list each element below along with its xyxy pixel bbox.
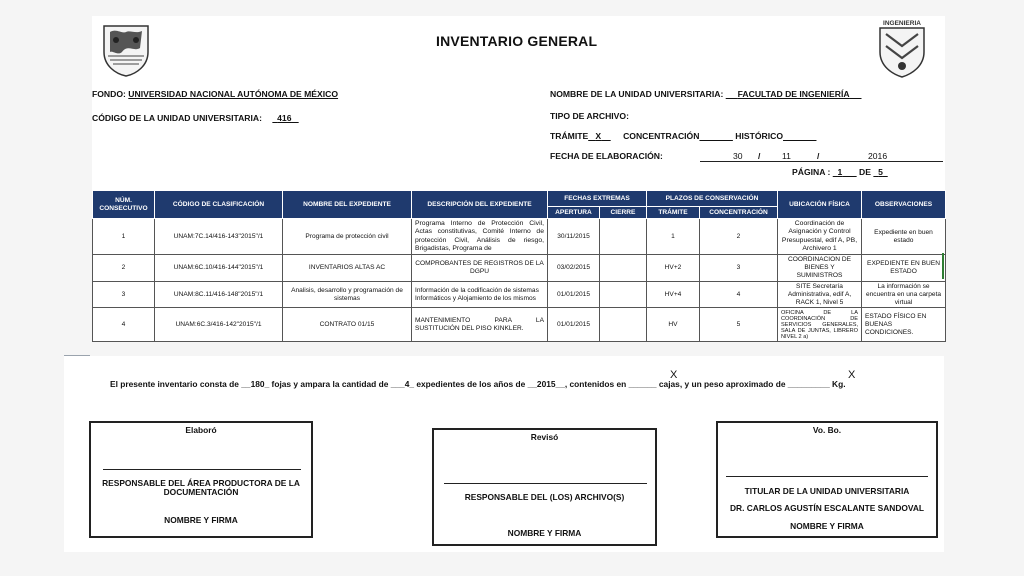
unam-shield-icon (100, 22, 152, 78)
fecha-sep-1: / (758, 151, 761, 161)
cell-num: 2 (93, 255, 155, 282)
table-row (93, 281, 946, 308)
cell-observaciones: Expediente en buen estado (862, 219, 946, 255)
tipo-archivo-label: TIPO DE ARCHIVO: (550, 111, 629, 121)
inventory-summary (110, 379, 846, 389)
fondo-field (92, 89, 338, 99)
reviso-sign-label: NOMBRE Y FIRMA (507, 528, 582, 538)
cell-ubicacion: COORDINACION DE BIENES Y SUMINISTROS (778, 255, 862, 282)
tramite-label: TRÁMITE (550, 131, 589, 141)
codigo-unidad-value: 416 (277, 113, 292, 123)
vobo-role: TITULAR DE LA UNIDAD UNIVERSITARIA (744, 486, 910, 496)
pagina-label: PÁGINA : (792, 167, 831, 177)
cell-codigo: UNAM:7C.14/416-143"2015"/1 (155, 219, 283, 255)
header-plazos: PLAZOS DE CONSERVACIÓN (647, 191, 778, 207)
document-title: INVENTARIO GENERAL (436, 33, 598, 49)
pagina-field (792, 167, 888, 177)
cell-observaciones: La información se encuentra en una carpeta virtual (862, 281, 946, 308)
nombre-unidad-value: FACULTAD DE INGENIERÍA (737, 89, 850, 99)
pagina-total: 5 (878, 167, 883, 177)
codigo-unidad-field (92, 113, 299, 123)
concentracion-label: CONCENTRACIÓN (623, 131, 700, 141)
cell-descripcion: Información de la codificación de sistemas Informáticos y Alojamiento de los mismos (412, 281, 548, 308)
cell-apertura: 30/11/2015 (548, 219, 600, 255)
fondo-label: FONDO: (92, 89, 126, 99)
cell-observaciones: EXPEDIENTE EN BUEN ESTADO (862, 255, 946, 282)
separator-line (64, 355, 90, 356)
header-descripcion: DESCRIPCIÓN DEL EXPEDIENTE (412, 191, 548, 219)
fecha-month: 11 (782, 151, 791, 161)
header-tramite: TRÁMITE (647, 207, 700, 219)
header-concentracion: CONCENTRACIÓN (700, 207, 778, 219)
cell-cierre (600, 281, 647, 308)
table-row (93, 308, 946, 342)
cell-apertura: 01/01/2015 (548, 281, 600, 308)
reviso-heading: Revisó (530, 432, 559, 442)
cell-descripcion: MANTENIMIENTO PARA LA SUSTITUCIÓN DEL PISO KINKLER. (412, 308, 548, 342)
cell-nombre: CONTRATO 01/15 (283, 308, 412, 342)
table-row (93, 219, 946, 255)
reviso-signature-line (444, 483, 647, 484)
cell-nombre: Analisis, desarrollo y programación de sistemas (283, 281, 412, 308)
summary-expedientes: 4 (404, 379, 410, 389)
tramite-value: X (595, 131, 602, 141)
fecha-day: 30 (733, 151, 743, 161)
cell-codigo: UNAM:8C.11/416-148"2015"/1 (155, 281, 283, 308)
cell-concentracion: 2 (700, 219, 778, 255)
header-cierre: CIERRE (600, 207, 647, 219)
cell-apertura: 01/01/2015 (548, 308, 600, 342)
peso-mark: X (848, 369, 856, 381)
fecha-underline (700, 161, 943, 162)
header-observaciones: OBSERVACIONES (862, 191, 946, 219)
cell-concentracion: 3 (700, 255, 778, 282)
cell-num: 1 (93, 219, 155, 255)
cell-ubicacion: OFICINA DE LA COORDINACIÓN DE SERVICIOS GENERALES, SALA DE JUNTAS, LIBRERO NIVEL 2 a) (778, 308, 862, 342)
nombre-unidad-field (550, 89, 862, 99)
cell-nombre: Programa de protección civil (283, 219, 412, 255)
cell-concentracion: 5 (700, 308, 778, 342)
cell-tramite: HV+2 (647, 255, 700, 282)
pagina-de-label: DE (859, 167, 871, 177)
vobo-signature-line (726, 476, 928, 477)
reviso-role: RESPONSABLE DEL (LOS) ARCHIVO(S) (464, 492, 625, 502)
vobo-signature-box (716, 421, 938, 538)
cell-nombre: INVENTARIOS ALTAS AC (283, 255, 412, 282)
cell-tramite: 1 (647, 219, 700, 255)
summary-text-3: _ expedientes de los años de __ (409, 379, 537, 389)
table-row (93, 255, 946, 282)
cell-cierre (600, 219, 647, 255)
elaboro-signature-box (89, 421, 313, 538)
cell-cierre (600, 308, 647, 342)
cell-tramite: HV (647, 308, 700, 342)
summary-text-4: __, contenidos en ______ cajas, y un peso aproximado de _________ Kg. (555, 379, 846, 389)
summary-years: 2015 (536, 379, 556, 389)
elaboro-role: RESPONSABLE DEL ÁREA PRODUCTORA DE LA DOCUMENTACIÓN (102, 478, 300, 498)
cell-apertura: 03/02/2015 (548, 255, 600, 282)
nombre-unidad-label: NOMBRE DE LA UNIDAD UNIVERSITARIA: (550, 89, 724, 99)
header-ubicacion: UBICACIÓN FÍSICA (778, 191, 862, 219)
elaboro-sign-label: NOMBRE Y FIRMA (164, 515, 238, 525)
header-apertura: APERTURA (548, 207, 600, 219)
cell-tramite: HV+4 (647, 281, 700, 308)
cell-selection-marker (942, 253, 944, 279)
elaboro-signature-line (103, 469, 301, 470)
cell-descripcion: COMPROBANTES DE REGISTROS DE LA DGPU (412, 255, 548, 282)
elaboro-heading: Elaboró (185, 425, 217, 435)
cajas-mark: X (670, 369, 678, 381)
fecha-sep-2: / (817, 151, 820, 161)
summary-fojas: 180 (250, 379, 265, 389)
ingenieria-shield-icon (872, 16, 932, 80)
cell-num: 4 (93, 308, 155, 342)
cell-codigo: UNAM:6C.10/416-144"2015"/1 (155, 255, 283, 282)
historico-label: HISTÓRICO (735, 131, 784, 141)
vobo-heading: Vo. Bo. (812, 425, 842, 435)
header-num: NÚM. CONSECUTIVO (93, 191, 155, 219)
fondo-value: UNIVERSIDAD NACIONAL AUTÓNOMA DE MÉXICO (128, 89, 339, 99)
cell-cierre (600, 255, 647, 282)
cell-num: 3 (93, 281, 155, 308)
cell-ubicacion: SITE Secretaría Administrativa, edif A, RACK 1, Nivel 5 (778, 281, 862, 308)
header-nombre: NOMBRE DEL EXPEDIENTE (283, 191, 412, 219)
cell-concentracion: 4 (700, 281, 778, 308)
vobo-sign-label: NOMBRE Y FIRMA (790, 521, 864, 531)
header-fechas: FECHAS EXTREMAS (548, 191, 647, 207)
svg-text:INGENIERIA: INGENIERIA (883, 20, 921, 27)
summary-text-2: _ fojas y ampara la cantidad de ___ (264, 379, 405, 389)
vobo-name: DR. CARLOS AGUSTÍN ESCALANTE SANDOVAL (729, 503, 925, 513)
cell-observaciones: ESTADO FÍSICO EN BUENAS CONDICIONES. (862, 308, 946, 342)
cell-ubicacion: Coordinación de Asignación y Control Presupuestal, edif A, PB, Archivero 1 (778, 219, 862, 255)
codigo-unidad-label: CÓDIGO DE LA UNIDAD UNIVERSITARIA: (92, 113, 262, 123)
cell-descripcion: Programa Interno de Protección Civil, Actas constitutivas, Comité Interno de protección Civil, Análisis de riesgo, Brigadistas, Programa de (412, 219, 548, 255)
reviso-signature-box (432, 428, 657, 546)
inventory-table (92, 190, 946, 342)
pagina-current: 1 (837, 167, 843, 177)
fecha-year: 2016 (868, 151, 888, 161)
header-codigo: CÓDIGO DE CLASIFICACIÓN (155, 191, 283, 219)
cell-codigo: UNAM:6C.3/416-142"2015"/1 (155, 308, 283, 342)
summary-text-1: El presente inventario consta de __ (110, 379, 251, 389)
tramite-line (550, 131, 816, 141)
fecha-label: FECHA DE ELABORACIÓN: (550, 151, 663, 161)
